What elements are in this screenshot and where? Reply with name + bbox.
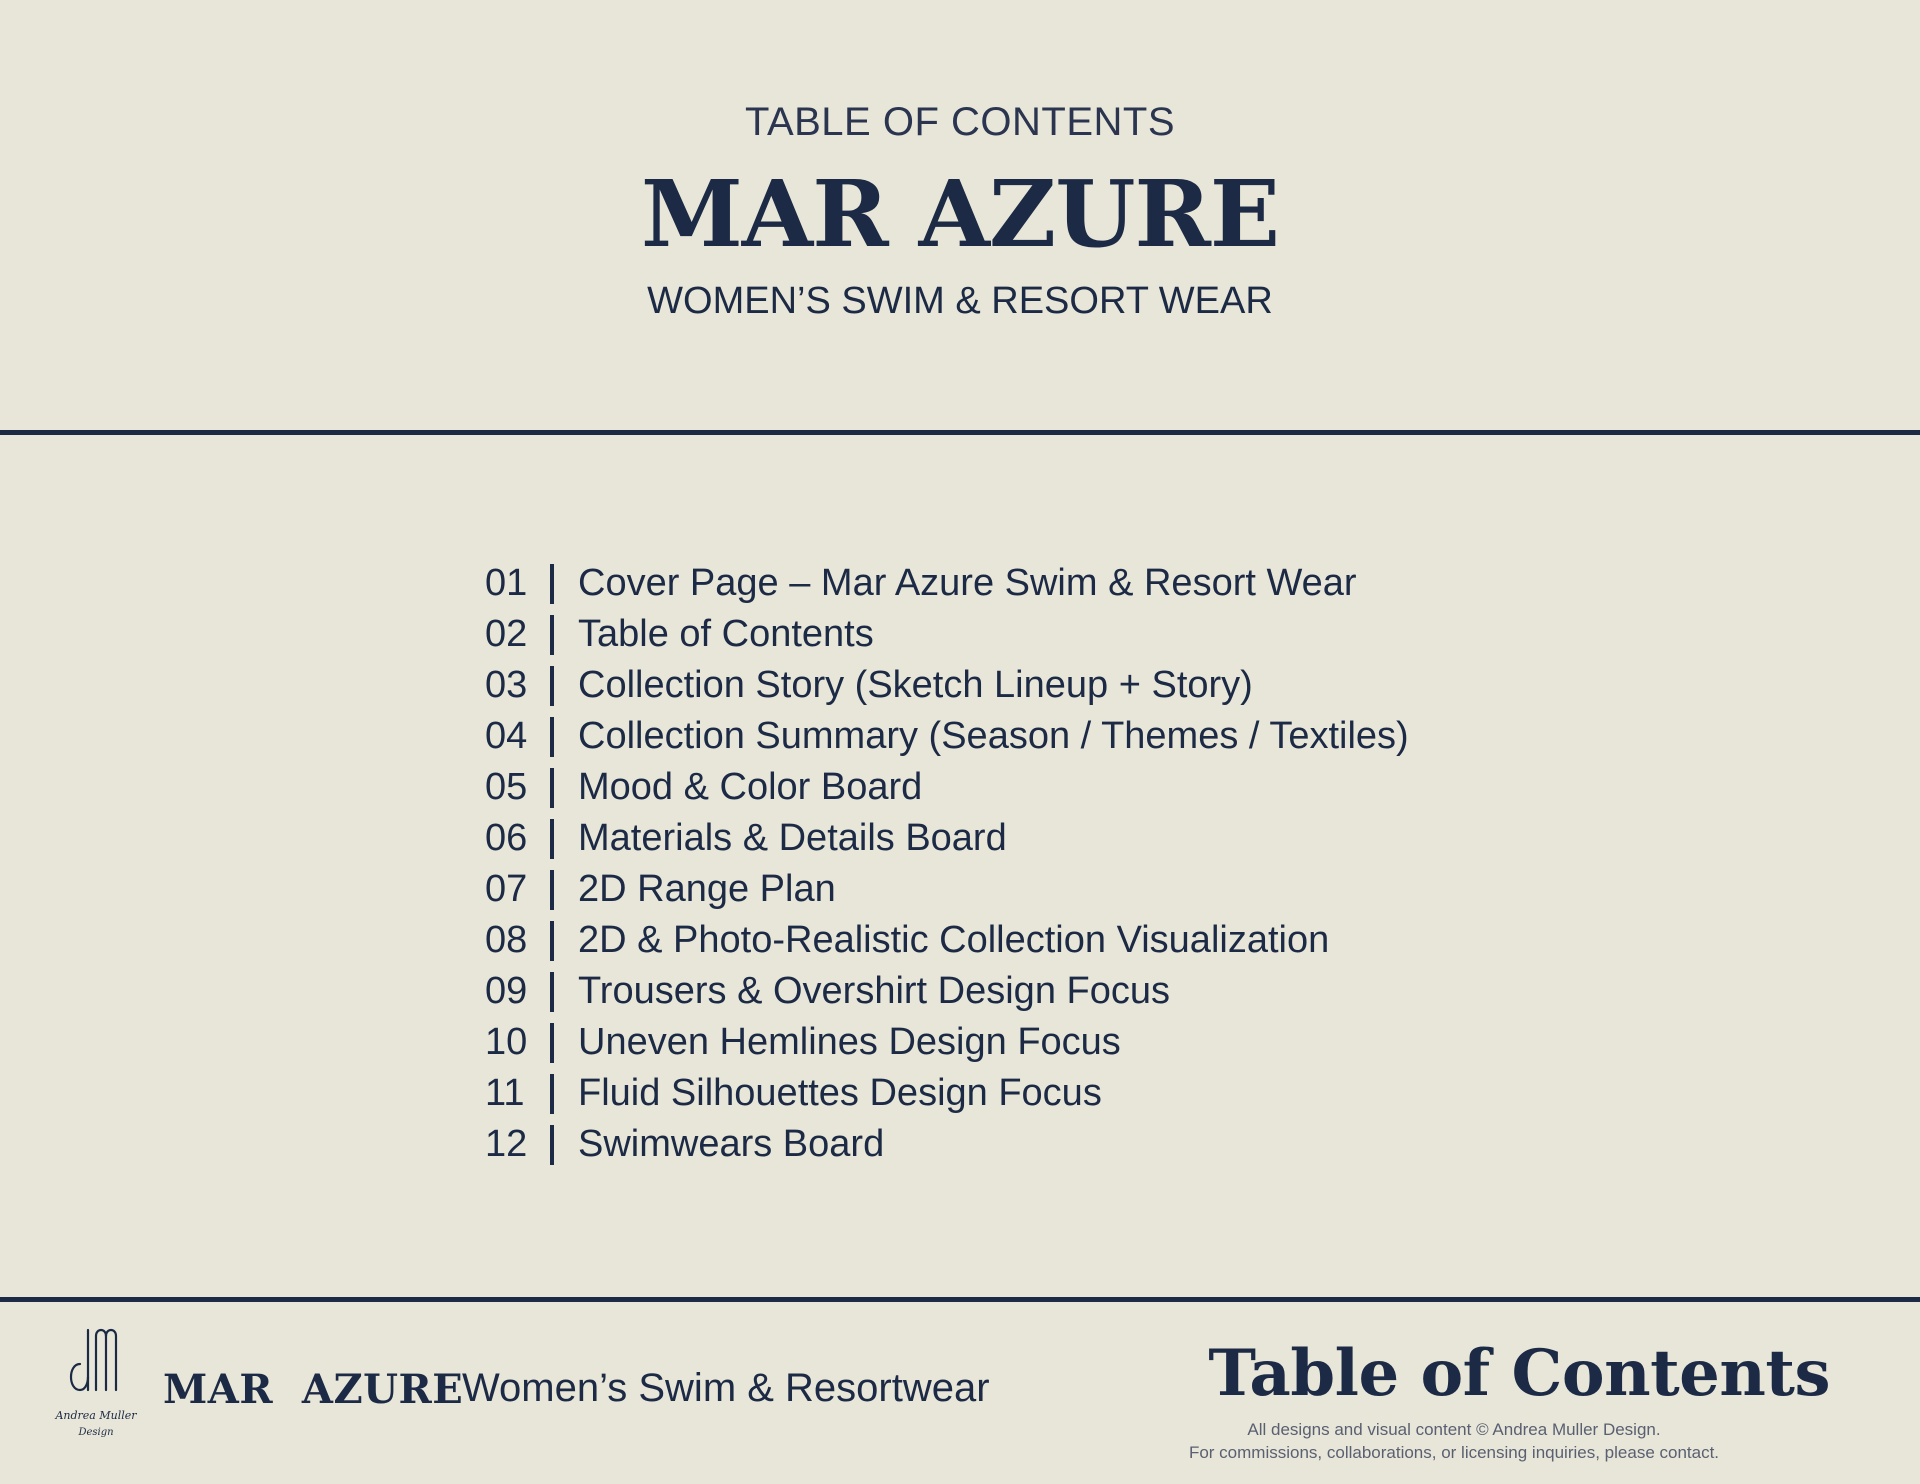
toc-item bbox=[485, 558, 1535, 609]
toc-item bbox=[485, 813, 1535, 864]
page-eyebrow: TABLE OF CONTENTS bbox=[744, 100, 1176, 144]
toc-item-label: Mood & Color Board bbox=[578, 766, 923, 808]
toc-item-number: 02 bbox=[485, 613, 528, 655]
toc-item-label: 2D & Photo-Realistic Collection Visualization bbox=[578, 919, 1330, 961]
toc-separator bbox=[550, 921, 554, 961]
toc-item-number: 12 bbox=[485, 1123, 528, 1165]
footer-page-title: Table of Contents bbox=[1208, 1336, 1830, 1411]
toc-separator bbox=[550, 1023, 554, 1063]
toc-item-number: 11 bbox=[485, 1072, 525, 1114]
toc-item bbox=[485, 1068, 1535, 1119]
toc-item bbox=[485, 711, 1535, 762]
toc-separator bbox=[550, 564, 554, 604]
toc-item-label: Materials & Details Board bbox=[578, 817, 1007, 859]
toc-item-label: Trousers & Overshirt Design Focus bbox=[578, 970, 1170, 1012]
page-subtitle: WOMEN’S SWIM & RESORT WEAR bbox=[647, 280, 1273, 322]
toc-item-number: 10 bbox=[485, 1021, 528, 1063]
toc-item bbox=[485, 762, 1535, 813]
copyright-line-2: For commissions, collaborations, or licensing inquiries, please contact. bbox=[1188, 1443, 1720, 1462]
toc-item-label: Cover Page – Mar Azure Swim & Resort Wear bbox=[578, 562, 1357, 604]
toc-separator bbox=[550, 615, 554, 655]
toc-separator bbox=[550, 1074, 554, 1114]
toc-separator bbox=[550, 717, 554, 757]
toc-item-label: Table of Contents bbox=[578, 613, 874, 655]
page-title: MAR AZURE bbox=[640, 160, 1280, 268]
toc-item bbox=[485, 660, 1535, 711]
toc-item-number: 08 bbox=[485, 919, 528, 961]
toc-item-number: 05 bbox=[485, 766, 528, 808]
toc-item-number: 03 bbox=[485, 664, 528, 706]
toc-item-label: Swimwears Board bbox=[578, 1123, 885, 1165]
toc-item-label: Uneven Hemlines Design Focus bbox=[578, 1021, 1121, 1063]
toc-item bbox=[485, 1017, 1535, 1068]
toc-separator bbox=[550, 972, 554, 1012]
toc-separator bbox=[550, 819, 554, 859]
table-of-contents-list bbox=[485, 558, 1535, 1170]
toc-item bbox=[485, 1119, 1535, 1170]
copyright-note bbox=[1054, 1418, 1854, 1464]
toc-item-number: 04 bbox=[485, 715, 528, 757]
toc-item-number: 01 bbox=[485, 562, 528, 604]
toc-item-label: Collection Story (Sketch Lineup + Story) bbox=[578, 664, 1253, 706]
svg-text:Andrea Muller: Andrea Muller bbox=[55, 1409, 137, 1422]
header-divider bbox=[0, 430, 1920, 435]
footer-tagline: Women’s Swim & Resortwear bbox=[462, 1366, 990, 1410]
toc-item bbox=[485, 609, 1535, 660]
copyright-line-1: All designs and visual content © Andrea Muller Design. bbox=[1247, 1420, 1661, 1439]
toc-item-label: Fluid Silhouettes Design Focus bbox=[578, 1072, 1102, 1114]
svg-text:Design: Design bbox=[78, 1427, 114, 1438]
toc-item-label: 2D Range Plan bbox=[578, 868, 836, 910]
toc-item-label: Collection Summary (Season / Themes / Textiles) bbox=[578, 715, 1409, 757]
toc-item bbox=[485, 864, 1535, 915]
toc-item bbox=[485, 915, 1535, 966]
toc-separator bbox=[550, 1125, 554, 1165]
footer-brand-name: MAR AZURE bbox=[163, 1366, 464, 1413]
toc-item bbox=[485, 966, 1535, 1017]
footer-divider bbox=[0, 1297, 1920, 1302]
toc-separator bbox=[550, 870, 554, 910]
toc-item-number: 07 bbox=[485, 868, 528, 910]
andrea-muller-design-logo bbox=[46, 1322, 146, 1447]
toc-item-number: 06 bbox=[485, 817, 528, 859]
toc-separator bbox=[550, 768, 554, 808]
toc-item-number: 09 bbox=[485, 970, 528, 1012]
toc-separator bbox=[550, 666, 554, 706]
